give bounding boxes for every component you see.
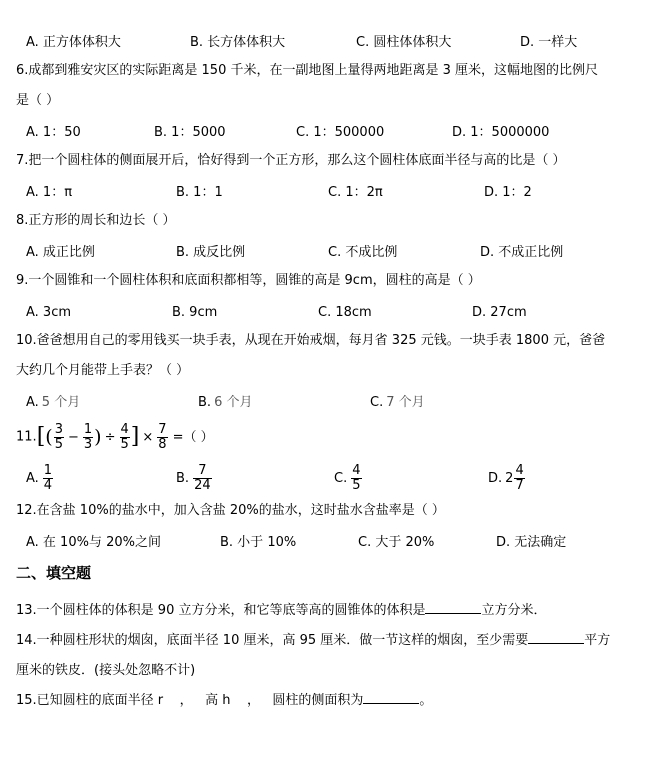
q11-right-paren: ) [94, 426, 102, 448]
q11-left-paren: ( [45, 426, 53, 448]
q10-option-b [198, 392, 252, 414]
q5-option-d: D. 一样大 [520, 35, 578, 50]
q12-options [26, 532, 626, 554]
q11-divide: ÷ [104, 429, 116, 445]
q8-option-a: A. 成正比例 [26, 245, 95, 260]
q7-options [26, 182, 626, 204]
q6-options [26, 122, 626, 144]
q12-option-a: A. 在 10%与 20%之间 [26, 535, 161, 550]
q9-options [26, 302, 626, 324]
q11-suffix: =（ ） [172, 429, 214, 445]
q8-option-b: B. 成反比例 [176, 245, 246, 260]
q8-options [26, 242, 626, 264]
q11-expression [16, 420, 636, 455]
q14-text-line1 [16, 626, 636, 656]
q11-option-b [176, 462, 213, 496]
q5-option-c: C. 圆柱体体积大 [356, 35, 452, 50]
q9-option-d: D. 27cm [472, 305, 527, 320]
q11-option-b-numerator: 7 [193, 464, 212, 479]
q11-option-a-label: A. [26, 471, 39, 486]
q11-f1-numerator: 3 [54, 421, 63, 437]
q11-option-d-denominator: 7 [515, 478, 524, 493]
q9-option-b: B. 9cm [172, 305, 218, 320]
q10-option-a [26, 392, 80, 414]
q15-pre: 15.已知圆柱的底面半径 r ， 高 h ， 圆柱的侧面积为 [16, 693, 364, 708]
q6-text-line2: 是（ ） [16, 93, 60, 108]
q14-blank[interactable] [528, 629, 584, 644]
q11-f3-denominator: 5 [120, 436, 129, 452]
q11-fraction-2 [83, 423, 93, 452]
q11-options [26, 462, 626, 496]
q10-option-b-label: B. [198, 395, 212, 410]
q12-option-c: C. 大于 20% [358, 535, 435, 550]
q11-option-c [334, 462, 363, 496]
q14-text-line2: 厘米的铁皮．(接头处忽略不计) [16, 663, 196, 678]
q11-option-c-fraction [351, 464, 361, 493]
q11-option-b-label: B. [176, 471, 190, 486]
q11-f1-denominator: 5 [54, 436, 63, 452]
q10-option-c-text: 7 个月 [386, 395, 425, 410]
q15-blank[interactable] [363, 689, 419, 704]
q6-option-d: D. 1：5000000 [452, 125, 550, 140]
q11-option-c-label: C. [334, 471, 348, 486]
q10-text-line2: 大约几个月能带上手表？（ ） [16, 363, 190, 378]
q5-options [26, 32, 626, 54]
q11-option-a-denominator: 4 [43, 478, 53, 493]
q11-fraction-4 [157, 423, 167, 452]
q10-option-a-label: A. [26, 395, 39, 410]
q14-pre: 14.一种圆柱形状的烟囱，底面半径 10 厘米，高 95 厘米．做一节这样的烟囱，至少需要 [16, 633, 529, 648]
q7-option-d: D. 1：2 [484, 185, 532, 200]
q8-text: 8.正方形的周长和边长（ ） [16, 213, 176, 228]
q5-option-b: B. 长方体体积大 [190, 35, 286, 50]
q6-text-line1: 6.成都到雅安灾区的实际距离是 150 千米，在一副地图上量得两地距离是 3 厘米，这幅地图的比例尺 [16, 63, 599, 78]
q11-f4-denominator: 8 [158, 436, 167, 452]
q10-option-b-text: 6 个月 [214, 395, 253, 410]
q10-option-c-label: C. [370, 395, 384, 410]
q13-post: 立方分米． [481, 603, 547, 618]
q11-right-bracket: ] [130, 424, 140, 449]
q11-option-b-denominator: 24 [194, 478, 211, 493]
q6-option-a: A. 1：50 [26, 125, 81, 140]
q10-option-c [370, 392, 425, 414]
q9-text: 9.一个圆锥和一个圆柱体积和底面积都相等，圆锥的高是 9cm，圆柱的高是（ ） [16, 273, 481, 288]
q13-pre: 13.一个圆柱体的体积是 90 立方分米，和它等底等高的圆锥体的体积是 [16, 603, 426, 618]
q9-option-c: C. 18cm [318, 305, 372, 320]
q9-option-a: A. 3cm [26, 305, 72, 320]
q11-option-d-label: D. [488, 471, 503, 486]
q10-text-line1: 10.爸爸想用自己的零用钱买一块手表，从现在开始戒烟，每月省 325 元钱。一块手表 1800 元，爸爸 [16, 333, 606, 348]
section-heading-fill-in: 二、填空题 [16, 564, 92, 582]
q7-option-b: B. 1：1 [176, 185, 223, 200]
q11-f2-numerator: 1 [83, 421, 93, 437]
q11-minus: − [67, 429, 79, 445]
q11-option-a [26, 462, 54, 496]
q11-option-d-fraction [514, 464, 524, 493]
q13-text [16, 596, 636, 626]
q11-f2-denominator: 3 [83, 436, 93, 452]
q11-option-c-numerator: 4 [352, 463, 361, 478]
q14-post: 平方 [584, 633, 611, 648]
q10-option-a-text: 5 个月 [41, 395, 81, 410]
q11-option-d-whole: 2 [505, 471, 514, 486]
q7-text: 7.把一个圆柱体的侧面展开后，恰好得到一个正方形，那么这个圆柱体底面半径与高的比是（ ） [16, 153, 566, 168]
q15-post: 。 [419, 693, 433, 708]
q7-option-c: C. 1：2π [328, 185, 383, 200]
q7-option-a: A. 1：π [26, 185, 73, 200]
q8-option-c: C. 不成比例 [328, 245, 398, 260]
q11-fraction-3 [120, 423, 130, 452]
q11-f4-numerator: 7 [158, 421, 167, 437]
q11-option-a-fraction [43, 464, 53, 493]
q11-f3-numerator: 4 [120, 421, 129, 437]
q8-option-d: D. 不成正比例 [480, 245, 564, 260]
q11-fraction-1 [54, 423, 64, 452]
q13-blank[interactable] [425, 599, 481, 614]
q11-option-d-numerator: 4 [515, 463, 524, 478]
q10-options [26, 392, 626, 414]
q12-option-b: B. 小于 10% [220, 535, 297, 550]
q12-option-d: D. 无法确定 [496, 535, 567, 550]
q11-times: × [142, 429, 154, 445]
q11-option-a-numerator: 1 [43, 463, 53, 478]
q5-option-a: A. 正方体体积大 [26, 35, 121, 50]
q11-option-d [488, 462, 526, 496]
q15-text [16, 686, 636, 716]
q6-option-c: C. 1：500000 [296, 125, 385, 140]
q11-prefix: 11. [16, 429, 37, 445]
q11-option-c-denominator: 5 [352, 478, 361, 493]
q12-text: 12.在含盐 10%的盐水中，加入含盐 20%的盐水，这时盐水含盐率是（ ） [16, 503, 445, 518]
q11-left-bracket: [ [36, 424, 46, 449]
q11-option-b-fraction [193, 464, 212, 493]
q6-option-b: B. 1：5000 [154, 125, 226, 140]
